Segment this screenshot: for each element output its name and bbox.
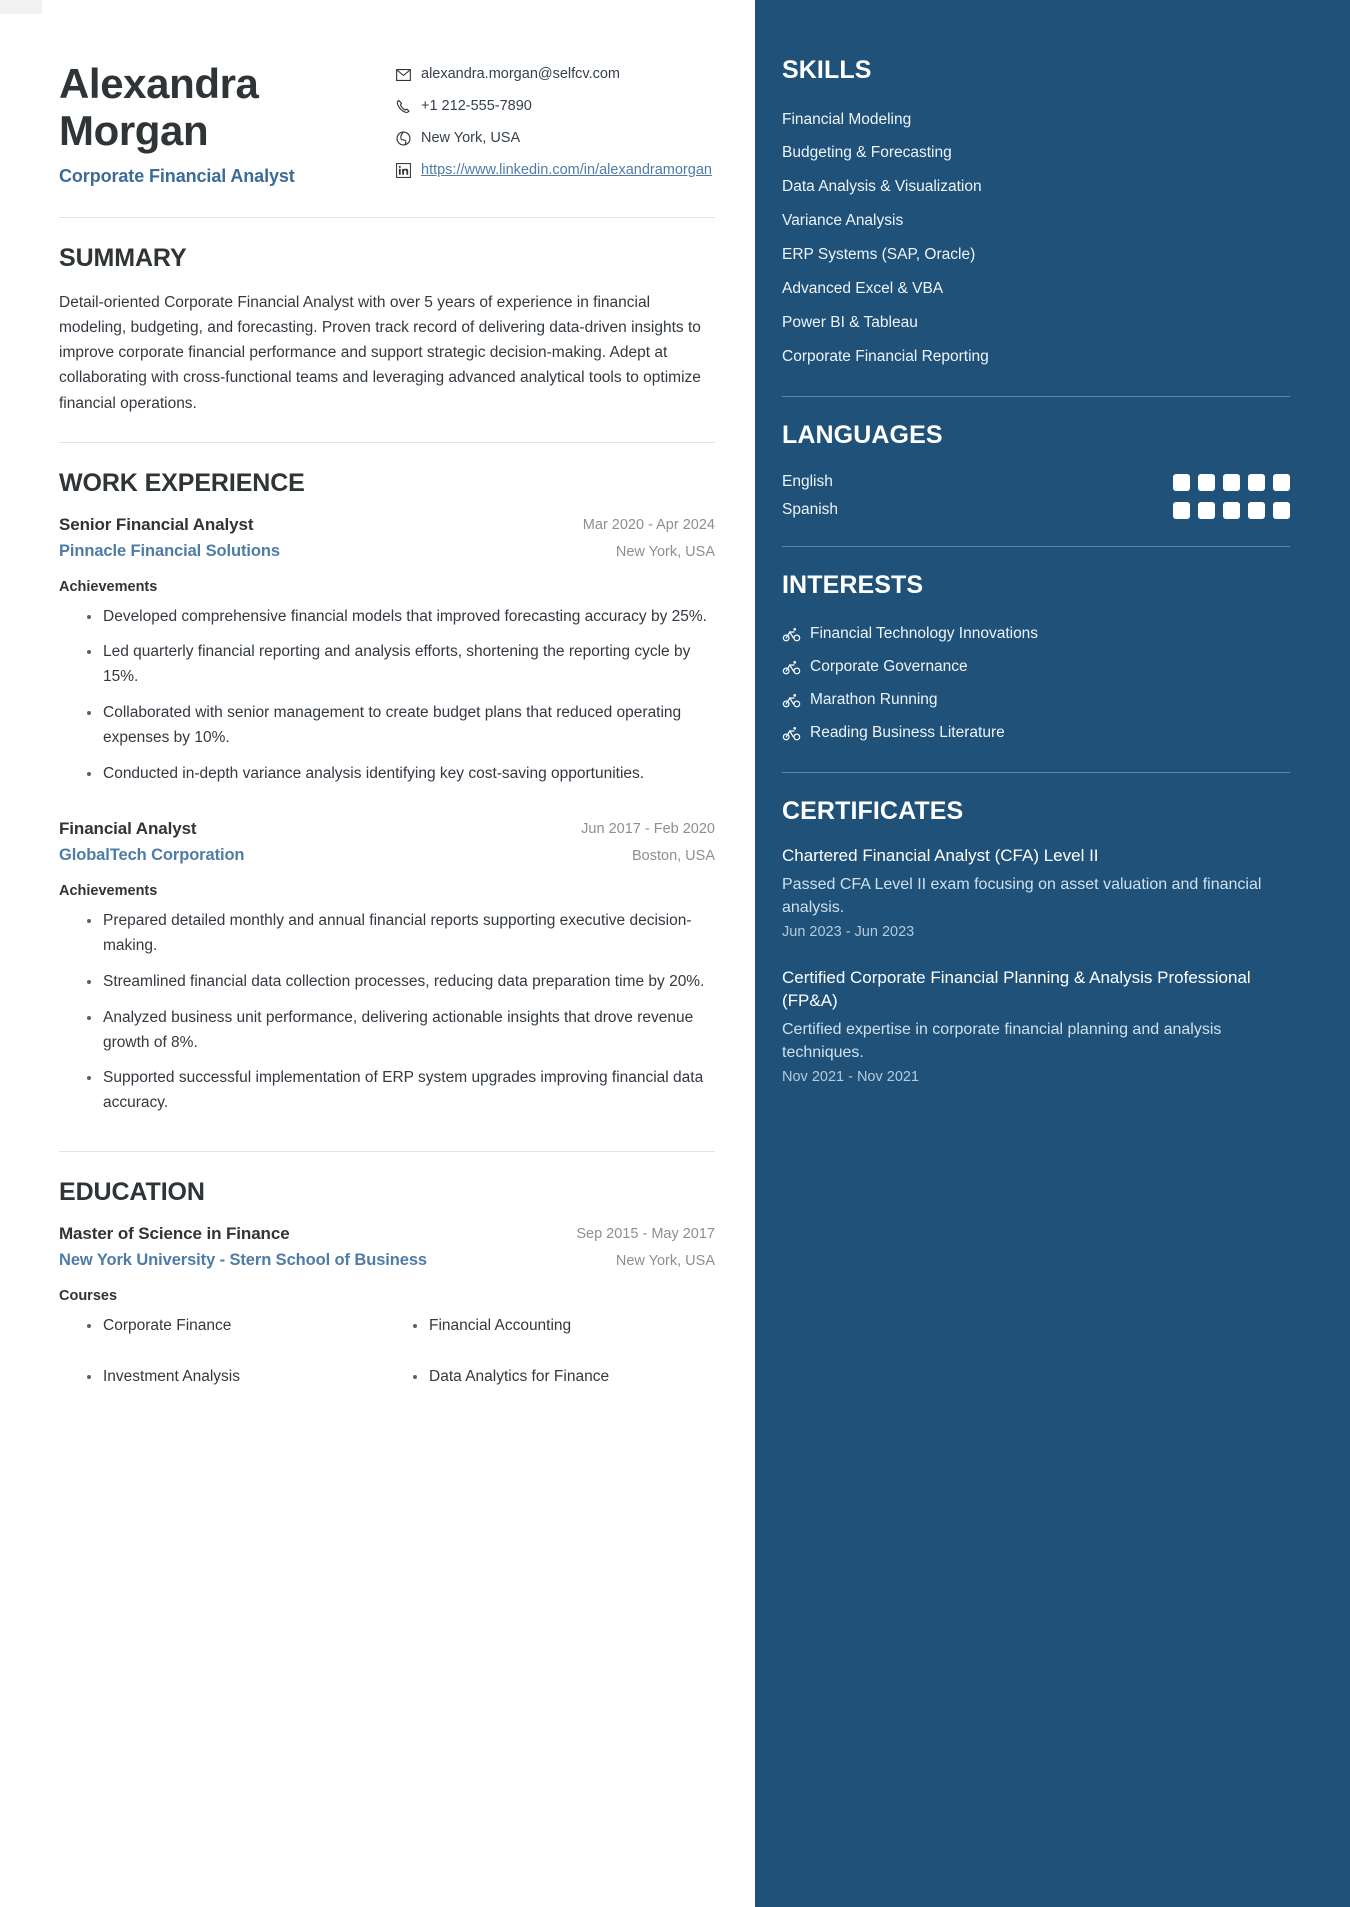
- certificate-name: Certified Corporate Financial Planning & Analysis Professional (FP&A): [782, 967, 1251, 1011]
- first-name: Alexandra: [59, 60, 259, 107]
- list-item: Analyzed business unit performance, delivering actionable insights that drove revenue growth of 8%.: [87, 1006, 715, 1056]
- sidebar-divider: [782, 772, 1290, 773]
- level-dot: [1248, 502, 1265, 519]
- work-entry-location: New York, USA: [615, 543, 715, 560]
- certificate-date: Jun 2023 - Jun 2023: [782, 923, 915, 940]
- work-entry-date: Jun 2017 - Feb 2020: [581, 821, 715, 838]
- work-entry-bullets: [59, 909, 715, 1116]
- interests-heading: INTERESTS: [782, 571, 924, 600]
- list-item: Data Analytics for Finance: [413, 1365, 715, 1390]
- work-entry-left: [59, 819, 563, 865]
- globe-icon: [395, 130, 412, 147]
- list-item: Supported successful implementation of ERP system upgrades improving financial data accuracy.: [87, 1066, 715, 1116]
- education-sublabel: Courses: [59, 1287, 118, 1304]
- language-name: Spanish: [782, 501, 839, 519]
- education-school: New York University - Stern School of Business: [59, 1250, 427, 1269]
- level-dot: [1248, 474, 1265, 491]
- courses-grid: [59, 1314, 715, 1416]
- work-experience-section: [59, 443, 715, 1151]
- languages-heading: LANGUAGES: [782, 421, 943, 450]
- linkedin-icon: [395, 162, 412, 179]
- education-entry-head: [59, 1224, 715, 1270]
- contact-phone-text: +1 212-555-7890: [421, 98, 532, 115]
- bicycle-icon: [782, 691, 801, 710]
- interest-row: [782, 618, 1290, 651]
- level-dot: [1223, 502, 1240, 519]
- skills-heading: SKILLS: [782, 56, 872, 84]
- bicycle-icon: [782, 724, 801, 743]
- work-entry-location: Boston, USA: [631, 848, 715, 865]
- list-item: Data Analysis & Visualization: [782, 178, 982, 196]
- interest-row: [782, 684, 1290, 717]
- work-entry: [59, 515, 715, 787]
- resume-header: [59, 52, 715, 217]
- interest-label: Financial Technology Innovations: [810, 625, 1039, 643]
- certificate-description: Passed CFA Level II exam focusing on asset valuation and financial analysis.: [782, 875, 1262, 916]
- work-entry-organization: GlobalTech Corporation: [59, 846, 245, 865]
- education-date: Sep 2015 - May 2017: [576, 1225, 715, 1242]
- list-item: ERP Systems (SAP, Oracle): [782, 246, 976, 264]
- interest-row: [782, 717, 1290, 750]
- language-row: [782, 468, 1290, 496]
- education-location: New York, USA: [615, 1252, 715, 1269]
- interests-list: [782, 618, 1290, 750]
- language-level-english: [1173, 474, 1290, 491]
- contact-phone: [395, 96, 715, 117]
- sidebar-divider: [782, 396, 1290, 397]
- list-item: Budgeting & Forecasting: [782, 144, 952, 162]
- list-item: Financial Modeling: [782, 110, 912, 128]
- last-name: Morgan: [59, 107, 209, 155]
- level-dot: [1273, 474, 1290, 491]
- certificate-name: Chartered Financial Analyst (CFA) Level II: [782, 846, 1099, 866]
- interest-label: Reading Business Literature: [810, 724, 1005, 742]
- bicycle-icon: [782, 625, 801, 644]
- work-entry-bullets: [59, 605, 715, 787]
- bicycle-icon: [782, 658, 801, 677]
- work-experience-heading: WORK EXPERIENCE: [59, 468, 305, 497]
- summary-text: Detail-oriented Corporate Financial Analyst with over 5 years of experience in financial modeling, budgeting, and forecasting. Proven track record of delivering data-driven insights to improve corporate financial performance and support strategic decision-making. Adept at collaborating with cross-functional teams and leveraging advanced analytical tools to optimize financial operations.: [59, 294, 701, 412]
- page-corner-fold: [0, 0, 42, 14]
- page-title: [59, 60, 295, 154]
- work-entry-right: [583, 515, 715, 560]
- certificate-item: [782, 966, 1290, 1085]
- interest-label: Marathon Running: [810, 691, 938, 709]
- contact-location-text: New York, USA: [421, 130, 521, 147]
- language-level-spanish: [1173, 502, 1290, 519]
- list-item: Advanced Excel & VBA: [782, 280, 944, 298]
- work-entry-date: Mar 2020 - Apr 2024: [582, 516, 715, 533]
- education-heading: EDUCATION: [59, 1177, 205, 1206]
- work-entry: [59, 819, 715, 1116]
- level-dot: [1273, 502, 1290, 519]
- list-item: Collaborated with senior management to create budget plans that reduced operating expenses by 10%.: [87, 701, 715, 751]
- work-entry-role: Senior Financial Analyst: [59, 514, 254, 534]
- language-name: English: [782, 473, 833, 491]
- work-entry-right: [581, 819, 715, 864]
- level-dot: [1173, 474, 1190, 491]
- level-dot: [1198, 474, 1215, 491]
- sidebar-skills-section: [782, 56, 1290, 374]
- interest-label: Corporate Governance: [810, 658, 968, 676]
- list-item: Prepared detailed monthly and annual financial reports supporting executive decision-making.: [87, 909, 715, 959]
- sidebar-interests-section: [782, 571, 1290, 750]
- list-item: Investment Analysis: [87, 1365, 389, 1390]
- contact-email-text: alexandra.morgan@selfcv.com: [421, 66, 621, 82]
- sidebar-divider: [782, 546, 1290, 547]
- job-title: Corporate Financial Analyst: [59, 166, 295, 187]
- list-item: Corporate Finance: [87, 1314, 389, 1339]
- sidebar-certificates-section: [782, 797, 1290, 1085]
- list-item: Streamlined financial data collection processes, reducing data preparation time by 20%.: [87, 970, 715, 995]
- languages-list: [782, 468, 1290, 524]
- contact-email: [395, 64, 715, 85]
- education-entry: [59, 1224, 715, 1416]
- name-block: [59, 52, 295, 187]
- sidebar-languages-section: [782, 421, 1290, 524]
- contact-location: [395, 128, 715, 149]
- list-item: Led quarterly financial reporting and analysis efforts, shortening the reporting cycle by 15%.: [87, 640, 715, 690]
- list-item: Conducted in-depth variance analysis identifying key cost-saving opportunities.: [87, 762, 715, 787]
- education-entry-right: [576, 1224, 715, 1269]
- phone-icon: [395, 98, 412, 115]
- work-entry-organization: Pinnacle Financial Solutions: [59, 541, 280, 560]
- level-dot: [1223, 474, 1240, 491]
- section-spacer: [59, 1127, 715, 1151]
- contact-linkedin[interactable]: [395, 160, 715, 182]
- certificate-description: Certified expertise in corporate financial planning and analysis techniques.: [782, 1020, 1222, 1061]
- summary-section: [59, 218, 715, 442]
- work-entry-sublabel: Achievements: [59, 578, 158, 595]
- list-item: Power BI & Tableau: [782, 314, 918, 332]
- summary-heading: SUMMARY: [59, 244, 187, 273]
- list-item: Corporate Financial Reporting: [782, 347, 989, 365]
- certificates-heading: CERTIFICATES: [782, 797, 964, 826]
- education-entry-left: [59, 1224, 558, 1270]
- contact-linkedin-link[interactable]: https://www.linkedin.com/in/alexandramorgan: [421, 162, 712, 179]
- level-dot: [1173, 502, 1190, 519]
- work-entry-head: [59, 819, 715, 865]
- language-row: [782, 496, 1290, 524]
- certificate-date: Nov 2021 - Nov 2021: [782, 1069, 920, 1086]
- skills-list: [782, 103, 1290, 374]
- contact-list: [395, 52, 715, 182]
- work-entry-role: Financial Analyst: [59, 819, 197, 839]
- certificate-item: [782, 844, 1290, 940]
- envelope-icon: [395, 66, 412, 83]
- sidebar: [755, 0, 1350, 1907]
- list-item: Financial Accounting: [413, 1314, 715, 1339]
- list-item: Variance Analysis: [782, 212, 904, 230]
- level-dot: [1198, 502, 1215, 519]
- work-entry-sublabel: Achievements: [59, 883, 158, 900]
- work-entry-head: [59, 515, 715, 561]
- education-section: [59, 1152, 715, 1416]
- interest-row: [782, 651, 1290, 684]
- entry-spacer: [59, 797, 715, 819]
- list-item: Developed comprehensive financial models that improved forecasting accuracy by 25%.: [87, 605, 715, 630]
- education-degree: Master of Science in Finance: [59, 1223, 290, 1243]
- work-entry-left: [59, 515, 565, 561]
